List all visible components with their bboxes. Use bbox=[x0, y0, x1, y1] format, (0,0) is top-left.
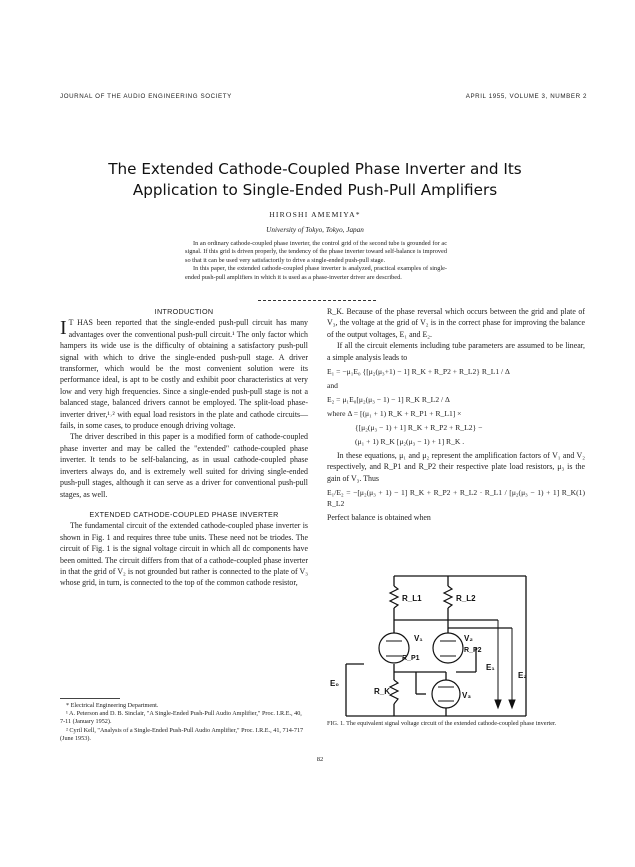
equation-and: and bbox=[327, 381, 338, 391]
page-number: 82 bbox=[316, 756, 324, 763]
running-header-journal: JOURNAL OF THE AUDIO ENGINEERING SOCIETY bbox=[60, 93, 232, 100]
equation-delta-3: (μ₁ + 1) R_K [μ₂(μ₃ − 1) + 1] R_K . bbox=[355, 437, 465, 447]
running-header-issue: APRIL 1955, VOLUME 3, NUMBER 2 bbox=[465, 93, 587, 100]
right-paragraph-1: R_K. Because of the phase reversal which occurs between the grid and plate of V₃, the voltage at the grid of V₂ is in the correct phase for improving the balance of the output voltages, E₁ and E₂. bbox=[327, 307, 585, 339]
resistor-rl2 bbox=[444, 586, 452, 608]
right-paragraph-4: Perfect balance is obtained when bbox=[327, 513, 431, 523]
label-rp1: R_P1 bbox=[402, 655, 420, 662]
right-column bbox=[327, 306, 585, 524]
abstract-paragraph: In this paper, the extended cathode-coupled phase inverter is analyzed, practical examples of single-ended push-pull amplifiers in which it is used as a phase-inverter driver are described. bbox=[185, 265, 447, 281]
equation-ratio bbox=[327, 487, 585, 509]
abstract-paragraph: In an ordinary cathode-coupled phase inverter, the control grid of the second tube is grounded for ac signal. If this grid is driven properly, the tendency of the phase inverter toward self-balance is improved so that it can be used very satisfactorily to drive a single-ended push-pull stage. bbox=[185, 240, 447, 264]
figure-caption: FIG. 1. The equivalent signal voltage circuit of the extended cathode-coupled phase inverter. bbox=[327, 720, 557, 727]
extended-paragraph-1: The fundamental circuit of the extended cathode-coupled phase inverter is shown in Fig. 1 and requires three tube units. These need not be triodes. The circuit of Fig. 1 is the signal voltage circuit in which all dc components have been omitted. The circuit differs from that of a cathode-coupled phase inverter in that the grid of V₂ is not grounded but rather is connected to the plate of V₃ whose grid, in turn, is connected to the top of the common cathode resistor, bbox=[60, 521, 308, 588]
footnote: * Electrical Engineering Department. bbox=[66, 702, 159, 709]
label-v3: V₃ bbox=[462, 691, 472, 700]
intro-paragraph-1 bbox=[60, 317, 308, 431]
footnote: ¹ A. Peterson and D. B. Sinclair, "A Single-Ended Push-Pull Audio Amplifier," Proc. I.R.E., 40, 7-11 (January 1952). bbox=[60, 710, 302, 726]
label-rl2: R_L2 bbox=[456, 594, 476, 603]
label-e2: E₂ bbox=[518, 671, 527, 680]
tube-v2 bbox=[433, 633, 463, 663]
circuit-tubes bbox=[379, 633, 463, 708]
label-rk: R_K bbox=[374, 687, 391, 696]
resistor-rl1 bbox=[390, 586, 398, 608]
label-rl1: R_L1 bbox=[402, 594, 422, 603]
abstract bbox=[185, 240, 447, 282]
figure-1-circuit bbox=[326, 568, 588, 718]
footnote: ² Cyril Kell, "Analysis of a Single-Ended Push-Pull Audio Amplifier," Proc. I.R.E., 41, 714-717 (June 1953). bbox=[60, 726, 304, 742]
equation-e2: E₂ = μ₁E₀[μ₂(μ₃ − 1) − 1] R_K R_L2 / Δ bbox=[327, 395, 450, 405]
equation-delta-1: where Δ = [(μ₁ + 1) R_K + R_P1 + R_L1] × bbox=[327, 409, 462, 419]
title-line-1: The Extended Cathode-Coupled Phase Inverter and Its bbox=[108, 160, 522, 178]
resistor-rk bbox=[390, 680, 398, 704]
title-line-2: Application to Single-Ended Push-Pull Amplifiers bbox=[132, 181, 498, 199]
intro-paragraph-1-text: T HAS been reported that the single-ended push-pull circuit has many advantages over the conventional push-pull circuit.¹ The only factor which hampers its wide use is the difficulty of obtaining a satisfactory push-pull signal with which to drive the single-ended push-pull stage. A driver transformer, which would be the most convenient solution were its performance ideal, is apt to be costly and exhibit poor characteristics at very low and very high frequencies. Since a single-ended push-pull stage is not a balanced stage, balanced drivers cannot be employed. The split-load phase-inverter driver,¹˒² with equal load resistors in the plate and cathode circuits—fails, in some cases, to produce enough driving voltage. bbox=[60, 318, 308, 431]
footnote-rule bbox=[60, 698, 120, 699]
separator bbox=[258, 300, 376, 301]
intro-paragraph-2: The driver described in this paper is a modified form of cathode-coupled phase inverter and may be called the "extended" cathode-coupled phase inverter. It tends to be self-balancing, as in usual cathode-coupled phase inverters always do, and is extremely well suited for driving single-ended push-pull stages, although it can serve as a driver for conventional push-pull stages, as well. bbox=[60, 432, 308, 499]
affiliation: University of Tokyo, Tokyo, Japan bbox=[266, 226, 364, 234]
footnotes bbox=[60, 698, 308, 743]
right-paragraph-3: In these equations, μ₁ and μ₂ represent the amplification factors of V₁ and V₂ respectively, and R_P1 and R_P2 their respective plate load resistors, μ₃ is the gain of V₃. Thus bbox=[327, 451, 585, 483]
drop-cap: I bbox=[60, 317, 67, 340]
tube-v3 bbox=[432, 680, 460, 708]
equation-ratio-text: E₁/E₂ = −[μ₂(μ₃ + 1) − 1] R_K + R_P2 + R_L2 · R_L1 / [μ₂(μ₃ − 1) + 1] R_K R_L2 bbox=[327, 488, 577, 509]
label-e1: E₁ bbox=[486, 663, 495, 672]
label-v1: V₁ bbox=[414, 634, 423, 643]
section-heading-introduction: INTRODUCTION bbox=[154, 307, 214, 316]
label-e0: E₀ bbox=[330, 679, 339, 688]
left-column bbox=[60, 306, 308, 589]
equation-delta-2: {[μ₂(μ₃ − 1) + 1] R_K + R_P2 + R_L2} − bbox=[355, 423, 483, 433]
section-heading-extended: EXTENDED CATHODE-COUPLED PHASE INVERTER bbox=[89, 509, 279, 519]
label-rp2: R_P2 bbox=[464, 647, 482, 654]
label-v2: V₂ bbox=[464, 634, 473, 643]
equation-e1: E₁ = −μ₁E₀ {[μ₂(μ₃+1) − 1] R_K + R_P2 + R_L2} R_L1 / Δ bbox=[327, 367, 510, 377]
right-paragraph-2: If all the circuit elements including tube parameters are assumed to be linear, a simple analysis leads to bbox=[327, 341, 585, 362]
equation-number: (1) bbox=[576, 488, 585, 498]
author: HIROSHI AMEMIYA* bbox=[269, 210, 361, 219]
